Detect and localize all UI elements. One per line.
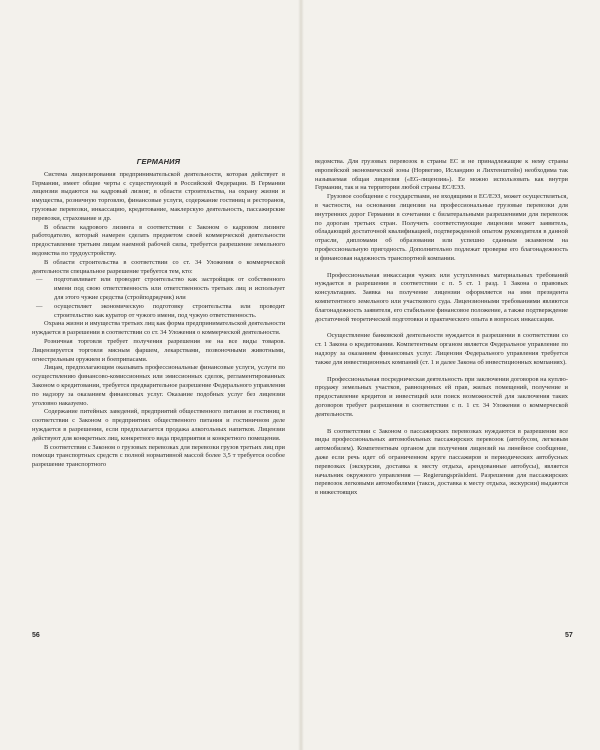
list-item-text: осуществляет экономическую подготовку строительства или проводит строительство как куратор от чужого имени, под чужую ответственность. bbox=[54, 302, 285, 319]
page-number: 56 bbox=[32, 632, 40, 639]
dash-bullet: — bbox=[36, 302, 43, 310]
paragraph: В соответствии с Законом о пассажирских перевозках нуждаются в разрешении все виды профессиональных автомобильных пассажирских перевозок (автобусом, легковым автомобилем). Компетентным органом для получения лицензий на линейное сообщение, даже если речь идет об ограниченном круге пассажиров и периодических автобусных перевозках (экскурсии, доставка к месту отдыха, арендованные автобусы), является начальник окружного управления — Regierungspräsident. Разрешения для пассажирских перевозок легковыми автомобилями (такси, доставка к месту отдыха, экскурсии) выдаются в нижестоящих bbox=[315, 427, 568, 497]
paragraph: В области строительства в соответствии со ст. 34 Уложения о коммерческой деятельности специальное разрешение требуется тем, кто: bbox=[32, 258, 285, 275]
list-item bbox=[32, 276, 285, 302]
paragraph: ведомства. Для грузовых перевозок в страны ЕС и не принадлежащие к нему страны европейской экономической зоны (Норвегию, Исландию и Лихтенштейн) необходима так называемая общая лицензия («EG-лицензия»). Ее можно использовать как внутри Германии, так и на территории любой страны ЕС/ЕЭЗ. bbox=[315, 158, 568, 192]
left-text-column bbox=[32, 158, 285, 470]
dash-list bbox=[32, 276, 285, 320]
right-text-column bbox=[315, 158, 568, 498]
list-item bbox=[32, 303, 285, 321]
paragraph: В области кадрового лизинга в соответствии с Законом о кадровом лизинге работодателю, который намерен сделать предметом своей коммерческой деятельности предоставление третьим лицам наемной рабочей силы, требуется разрешение земельного ведомства по трудоустройству. bbox=[32, 223, 285, 257]
paragraph: Профессиональная посредническая деятельность при заключении договоров на куплю-продажу земельных участков, равноценных ей прав, жилых помещений, получение и предоставление кредитов и инвестиций или поиск возможностей для заключения таких договоров требует разрешения в соответствии с п. 1 ст. 34 Уложения о коммерческой деятельности. bbox=[315, 375, 568, 418]
page-number: 57 bbox=[565, 632, 573, 639]
paragraph: Охрана жизни и имущества третьих лиц как форма предпринимательской деятельности нуждается в разрешении в соответствии со ст. 34 Уложения о коммерческой деятельности. bbox=[32, 320, 286, 337]
paragraph: Осуществление банковской деятельности нуждается в разрешении в соответствии со ст. 1 Закона о кредитовании. Компетентным органом является Федеральное управление по надзору за оказанием финансовых услуг. Лицензия Федерального управления требуется также для инвестиционных компаний (ст. 1 и далее Закона об инвестиционных компаниях). bbox=[315, 332, 568, 366]
paragraph: Лицам, предполагающим оказывать профессиональные финансовые услуги, услуги по осуществлению финансово-комиссионных или эмиссионных сделок, регламентированных Законом о кредитовании, требуется предварительное разрешение Федерального управления по надзору за оказанием финансовых услуг. Оказание подобных услуг без лицензии уголовно наказуемо. bbox=[32, 364, 285, 407]
list-item-text: подготавливает или проводит строительство как застройщик от собственного имени под свою ответственность или ответственность третьих лиц и использует для этого чужие средства (стройподрядчик) или bbox=[54, 276, 285, 301]
right-page bbox=[300, 0, 600, 750]
paragraph: Профессиональная инкассация чужих или уступленных материальных требований нуждается в разрешении в соответствии с п. 5 ст. 1 разд. 1 Закона о правовых консультациях. Заявка на получение лицензии оформляется на имя президента компетентного земельного или участкового суда. Лицензионными требованиями являются благонадежность заявителя, его стабильное финансовое положение, а также подтверждение достаточной теоретической подготовки и практического опыта в вопросах инкассации. bbox=[315, 271, 568, 323]
paragraph: Грузовое сообщение с государствами, не входящими в ЕС/ЕЭЗ, может осуществляться, в частности, на основании лицензии на профессиональные грузовые перевозки для внутренних дорог Германии в сочетании с билатеральными разрешениями для перевозок по дорогам третьих стран. Получить соответствующие лицензии может заявитель, обладающий достаточной квалификацией, подтвержденной опытом руководителя в данной отрасли, дипломами об образовании или успешно сданным экзаменом на профессиональную пригодность. Дополнительно подлежат проверке его благонадежность и финансовая надежность транспортной компании. bbox=[315, 193, 568, 262]
paragraph: Система лицензирования предпринимательской деятельности, которая действует в Германии, имеет общие черты с существующей в Российской Федерации. В Германии лицензии выдаются на кадровый лизинг, в области строительства, на охрану жизни и имущества, розничную торговлю, финансовые услуги, содержание гостиниц и ресторанов, грузовые перевозки, инкассацию, кредитование, маклерскую деятельность, пассажирские перевозки, страхование и др. bbox=[32, 170, 285, 222]
paragraph: Содержание питейных заведений, предприятий общественного питания и гостиниц в соответствии с Законом о предприятиях общественного питания и гостиничном деле нуждается в разрешении, если предполагается продажа алкогольных напитков. Лицензии действуют для конкретных лиц, конкретного вида предприятия и конкретного помещения. bbox=[32, 408, 285, 442]
section-heading: ГЕРМАНИЯ bbox=[136, 157, 181, 166]
dash-bullet: — bbox=[36, 276, 43, 284]
paragraph: Розничная торговля требует получения разрешения не на все виды товаров. Лицензируется торговля мясным фаршем, лекарствами, позвоночными животными, огнестрельным оружием и боеприпасами. bbox=[32, 337, 285, 363]
paragraph: В соответствии с Законом о грузовых перевозках для перевозки грузов третьих лиц при помощи транспортных средств с полной нормативной массой более 3,5 т требуется особое разрешение транспортного bbox=[32, 443, 285, 469]
